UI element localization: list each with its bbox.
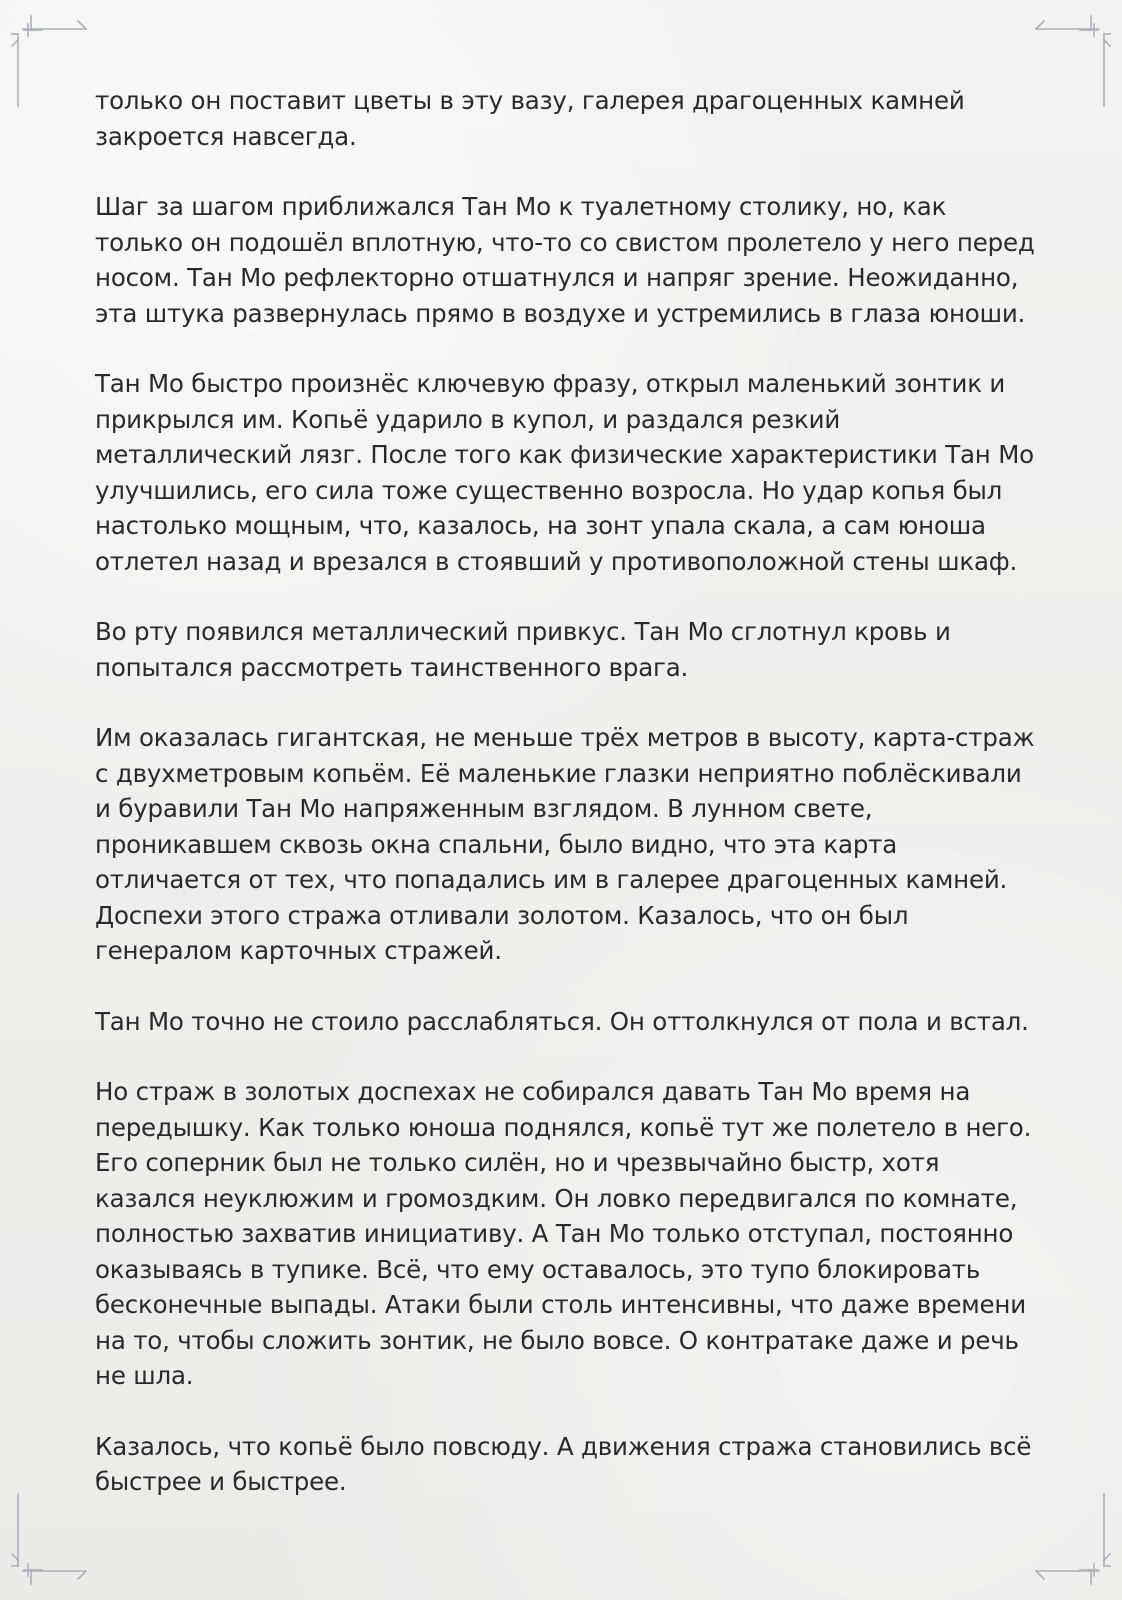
paragraph-6: Тан Мо точно не стоило расслабляться. Он оттолкнулся от пола и встал.	[95, 1006, 1029, 1036]
paragraph-2: Шаг за шагом приближался Тан Мо к туалетному столику, но, как только он подошёл вплотную, что-то со свистом пролетело у него перед носом. Тан Мо рефлекторно отшатнулся и напряг зрение. Неожиданно, эта штука развернулась прямо в воздухе и устремились в глаза юноши.	[95, 192, 1035, 328]
paragraph-4: Во рту появился металлический привкус. Тан Мо сглотнул кровь и попытался рассмотреть таинственного врага.	[95, 617, 951, 682]
paragraph-3: Тан Мо быстро произнёс ключевую фразу, открыл маленький зонтик и прикрылся им. Копьё ударило в купол, и раздался резкий металлический лязг. После того как физические характеристики Тан Мо улучшились, его сила тоже существенно возросла. Но удар копья был настолько мощным, что, казалось, на зонт упала скала, а сам юноша отлетел назад и врезался в стоявший у противоположной стены шкаф.	[95, 369, 1034, 576]
paragraph-7: Но страж в золотых доспехах не собирался давать Тан Мо время на передышку. Как только юноша поднялся, копьё тут же полетело в него. Его соперник был не только силён, но и чрезвычайно быстр, хотя казался неуклюжим и громоздким. Он ловко передвигался по комнате, полностью захватив инициативу. А Тан Мо только отступал, постоянно оказываясь в тупике. Всё, что ему оставалось, это тупо блокировать бесконечные выпады. Атаки были столь интенсивны, что даже времени на то, чтобы сложить зонтик, не было вовсе. О контратаке даже и речь не шла.	[95, 1077, 1032, 1390]
document-text-block	[95, 83, 1035, 1500]
paragraph-1: только он поставит цветы в эту вазу, галерея драгоценных камней закроется навсегда.	[95, 86, 965, 151]
paragraph-5: Им оказалась гигантская, не меньше трёх метров в высоту, карта-страж с двухметровым копьём. Её маленькие глазки неприятно поблёскивали и буравили Тан Мо напряженным взглядом. В лунном свете, проникавшем сквозь окна спальни, было видно, что эта карта отличается от тех, что попадались им в галерее драгоценных камней. Доспехи этого стража отливали золотом. Казалось, что он был генералом карточных стражей.	[95, 723, 1035, 965]
paragraph-8: Казалось, что копьё было повсюду. А движения стража становились всё быстрее и быстрее.	[95, 1431, 1032, 1496]
